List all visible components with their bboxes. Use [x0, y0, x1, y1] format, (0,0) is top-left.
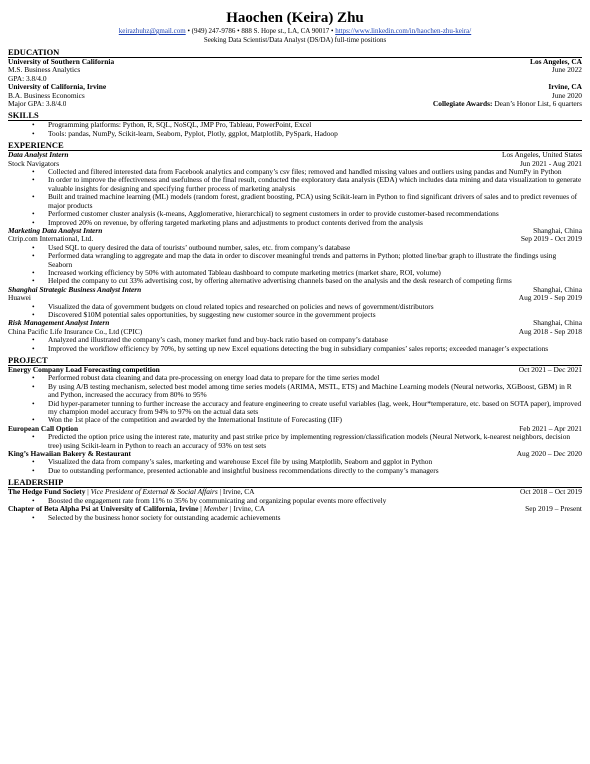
objective-line: Seeking Data Scientist/Data Analyst (DS/DA) full-time positions	[203, 36, 387, 44]
leadership-entry	[8, 505, 582, 522]
awards-label: Collegiate Awards:	[432, 99, 493, 109]
job-title: Marketing Data Analyst Intern	[8, 226, 103, 235]
collegiate-awards	[433, 100, 582, 108]
project-entry	[8, 366, 582, 425]
company-name: Stock Navigators	[8, 159, 60, 168]
bullet-item: • Increased working efficiency by 50% with automated Tableau dashboard to compute marketing metrics (market share, ROI, volume)	[48, 269, 582, 277]
project-dates: Aug 2020 – Dec 2020	[516, 449, 582, 459]
company-name: Huawei	[8, 294, 31, 303]
section-skills: SKILLS	[8, 110, 582, 121]
project-title: Energy Company Load Forecasting competition	[8, 366, 160, 374]
job-location: Shanghai, China	[533, 225, 582, 235]
project-entry	[8, 450, 582, 475]
experience-entry	[8, 151, 582, 227]
candidate-name: Haochen (Keira) Zhu	[226, 10, 364, 26]
bullet-item: • Visualized the data from company’s sales, marketing and warehouse Excel file by using Matplotlib, Seaborn and ggplot in Python	[48, 458, 582, 466]
project-bullets	[8, 374, 582, 424]
bullet-item: • Helped the company to cut 33% advertising cost, by offering alternative advertising channels based on the analysis and the desk research of competing firms	[48, 277, 582, 285]
job-dates: Aug 2019 - Sep 2019	[518, 293, 582, 303]
leadership-dates: Sep 2019 – Present	[525, 504, 582, 514]
bullet-item: • Won the 1st place of the competition and awarded by the International Institute of Forecasting (IIF)	[48, 416, 582, 424]
bullet-item: • Performed data wrangling to aggregate and map the data in order to discover meaningful trends and patterns in Python; plotted line/bar graph to illustrate the findings using Seaborn	[48, 252, 582, 269]
skills-list	[8, 121, 582, 138]
experience-entry	[8, 319, 582, 353]
bullet-item: • Did hyper-parameter tunning to further increase the accuracy and feature engineering to create useful variables (lag, week, Hour*temperature, etc. based on SOTA paper), improved my champion model accuracy from 94% to 97% on the actual data sets	[48, 400, 582, 417]
job-dates: Aug 2018 - Sep 2018	[518, 326, 582, 336]
bullet-item: • Boosted the engagement rate from 11% to 35% by communicating and organizing popular events more effectively	[48, 497, 582, 505]
graduation-date: June 2022	[551, 65, 582, 75]
bullet-item: • By using A/B testing mechanism, selected best model among time series models (ARIMA, MSTL, ETS) and Machine Learning models (Neural networks, XGBoost, GBM) in R and Python, increased the accuracy from 80% to 95%	[48, 383, 582, 400]
bullet-item: • Built and trained machine learning (ML) models (random forest, gradient boosting, PCA) using Scikit-learn in Python to find significant drivers of sales and to predict revenues of major products	[48, 193, 582, 210]
skill-item: • Tools: pandas, NumPy, Scikit-learn, Seaborn, Pyplot, Plotly, ggplot, Matplotlib, PySpark, Hadoop	[48, 130, 582, 138]
bullet-item: • Discovered $10M potential sales opportunities, by suggesting new customer source in the government projects	[48, 311, 582, 319]
separator: |	[85, 488, 91, 497]
gpa: GPA: 3.8/4.0	[8, 74, 47, 83]
section-education: EDUCATION	[8, 47, 582, 58]
leadership-bullets	[8, 497, 582, 505]
gpa: Major GPA: 3.8/4.0	[8, 100, 67, 109]
org-name: The Hedge Fund Society	[8, 488, 86, 497]
leadership-dates: Oct 2018 – Oct 2019	[520, 487, 582, 497]
leadership-role: Member	[203, 505, 229, 514]
bullet-item: • Selected by the business honor society for outstanding academic achievements	[48, 514, 582, 522]
leadership-location: | Irvine, CA	[217, 488, 255, 497]
section-experience: EXPERIENCE	[8, 140, 582, 151]
project-title: European Call Option	[8, 424, 79, 433]
school-name: University of California, Irvine	[8, 83, 107, 92]
resume-page	[8, 0, 582, 522]
job-dates: Sep 2019 - Oct 2019	[520, 234, 582, 244]
project-bullets	[8, 433, 582, 450]
education-entry	[8, 83, 582, 108]
job-bullets	[8, 303, 582, 320]
section-leadership: LEADERSHIP	[8, 477, 582, 488]
bullet-item: • Collected and filtered interested data from Facebook analytics and company’s csv files; removed and handled missing values and outliers using pandas and NumPy in Python	[48, 168, 582, 176]
job-bullets	[8, 244, 582, 286]
degree: M.S. Business Analytics	[8, 66, 81, 75]
bullet-item: • Improved the workflow efficiency by 70%, by setting up new Excel equations detecting the bug in subsidiary companies’ sales reports; exceeded manager’s expectations	[48, 345, 582, 353]
job-dates: Jun 2021 - Aug 2021	[519, 158, 582, 168]
project-dates: Feb 2021 – Apr 2021	[519, 423, 582, 433]
school-location: Los Angeles, CA	[530, 57, 582, 66]
job-bullets	[8, 168, 582, 227]
bullet-item: • Due to outstanding performance, presented actionable and insightful business recommendations directly to the company’s managers	[48, 467, 582, 475]
contact-line	[8, 27, 582, 36]
job-bullets	[8, 336, 582, 353]
experience-entry	[8, 227, 582, 286]
contact-details: • (949) 247-9786 • 888 S. Hope st., LA, CA 90017 •	[185, 27, 336, 35]
job-title: Risk Management Analyst Intern	[8, 319, 110, 328]
job-location: Los Angeles, United States	[501, 150, 582, 160]
job-title: Data Analyst Intern	[8, 151, 69, 160]
experience-entry	[8, 286, 582, 320]
education-entry	[8, 58, 582, 83]
job-location: Shanghai, China	[533, 318, 582, 328]
leadership-bullets	[8, 514, 582, 522]
section-project: PROJECT	[8, 355, 582, 366]
email-link[interactable]: keirazhuhz@gmail.com	[118, 27, 186, 35]
company-name: China Pacific Life Insurance Co., Ltd (CPIC)	[8, 327, 143, 336]
leadership-entry	[8, 488, 582, 505]
project-title: King’s Hawaiian Bakery & Restaurant	[8, 450, 131, 459]
linkedin-link[interactable]: https://www.linkedin.com/in/haochen-zhu-keira/	[335, 27, 472, 35]
bullet-item: • Predicted the option price using the interest rate, maturity and past strike price by implementing regression/classification models (Neural Network, k-nearest neighbors, decision tree) using Scikit-learn in Python to reach an accuracy of 93% on test sets	[48, 433, 582, 450]
project-dates: Oct 2021 – Dec 2021	[518, 365, 582, 374]
org-name: Chapter of Beta Alpha Psi at University of California, Irvine	[8, 505, 199, 514]
bullet-item: • Used SQL to query desired the data of tourists’ outbound number, sales, etc. from company’s database	[48, 244, 582, 252]
bullet-item: • In order to improve the effectiveness and usefulness of the final result, conducted the exploratory data analysis (EDA) which includes data mining and data visualization to generate valuable insights for designing and specifying further process of marketing analysis	[48, 176, 582, 193]
school-name: University of Southern California	[8, 58, 115, 66]
leadership-location: | Irvine, CA	[228, 505, 265, 514]
separator: |	[198, 505, 204, 514]
skill-item: • Programming platforms: Python, R, SQL, NoSQL, JMP Pro, Tableau, PowerPoint, Excel	[48, 121, 582, 129]
bullet-item: • Analyzed and illustrated the company’s cash, money market fund and buy-back ratio based on company’s database	[48, 336, 582, 344]
bullet-item: • Visualized the data of government budgets on cloud related topics and researched on policies and news of government/distributors	[48, 303, 582, 311]
school-location: Irvine, CA	[548, 82, 582, 92]
leadership-role: Vice President of External & Social Affairs	[90, 488, 218, 497]
graduation-date: June 2020	[551, 90, 582, 100]
awards-text: Dean’s Honor List, 6 quarters	[492, 99, 582, 109]
bullet-item: • Performed robust data cleaning and data pre-processing on energy load data to prepare for the time series model	[48, 374, 582, 382]
project-bullets	[8, 458, 582, 475]
company-name: Ctrip.com International, Ltd.	[8, 235, 94, 244]
bullet-item: • Performed customer cluster analysis (k-means, Agglomerative, hierarchical) to segment customers in order to provide customer-based recommendations	[48, 210, 582, 218]
bullet-item: • Improved 20% on revenue, by offering targeted marketing plans and adjustments to product contents derived from the analysis	[48, 219, 582, 227]
project-entry	[8, 425, 582, 450]
job-title: Shanghai Strategic Business Analyst Intern	[8, 285, 142, 294]
job-location: Shanghai, China	[533, 284, 582, 294]
degree: B.A. Business Economics	[8, 91, 85, 100]
